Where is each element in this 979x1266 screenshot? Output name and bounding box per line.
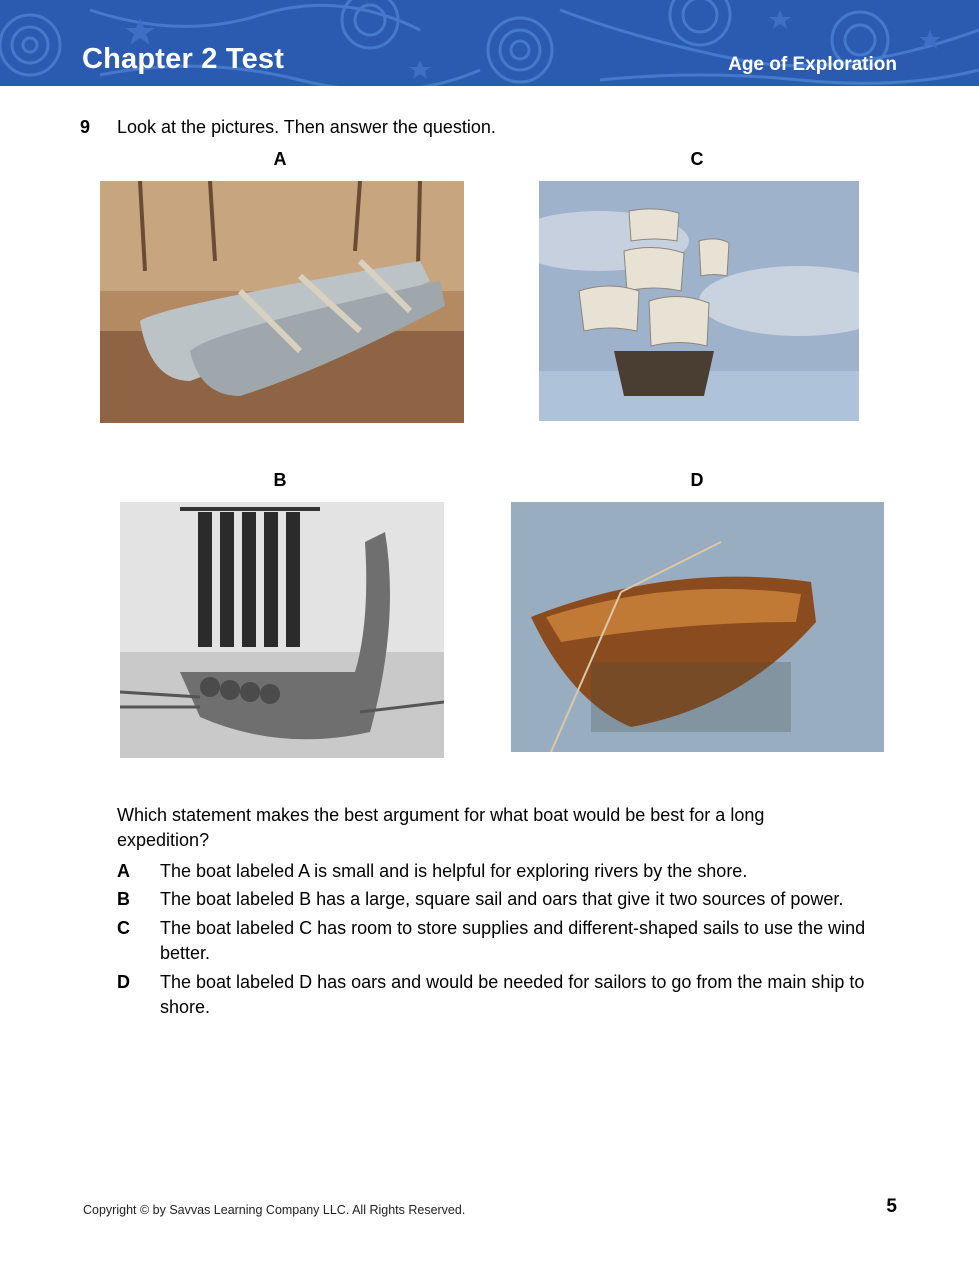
choice-letter: D [117,972,130,992]
copyright-notice: Copyright © by Savvas Learning Company LLC. All Rights Reserved. [83,1203,466,1217]
question-stem: Which statement makes the best argument for what boat would be best for a long expedition? [117,805,765,850]
choice-text: The boat labeled B has a large, square sail and oars that give it two sources of power. [160,889,844,909]
picture-label-b: B [273,470,287,490]
choice-text: The boat labeled C has room to store supplies and different-shaped sails to use the wind better. [160,918,866,963]
picture-label-a: A [273,149,287,169]
choice-text: The boat labeled D has oars and would be needed for sailors to go from the main ship to shore. [160,972,865,1017]
choice-letter: A [117,861,130,881]
viking-longship-photo [120,502,444,758]
chapter-banner [0,0,979,86]
picture-label-d: D [690,470,704,490]
choice-letter: B [117,889,130,909]
wooden-rowboat-photo [511,502,884,752]
dugout-canoe-photo [100,181,464,423]
choice-letter: C [117,918,130,938]
page-number: 5 [886,1196,897,1217]
question-number: 9 [80,117,91,137]
picture-label-c: C [690,149,704,169]
question-prompt: Look at the pictures. Then answer the question. [117,117,496,137]
choice-text: The boat labeled A is small and is helpful for exploring rivers by the shore. [160,861,748,881]
sailing-ship-photo [539,181,859,421]
chapter-title: Chapter 2 Test [82,43,285,75]
subject-title: Age of Exploration [728,54,897,75]
